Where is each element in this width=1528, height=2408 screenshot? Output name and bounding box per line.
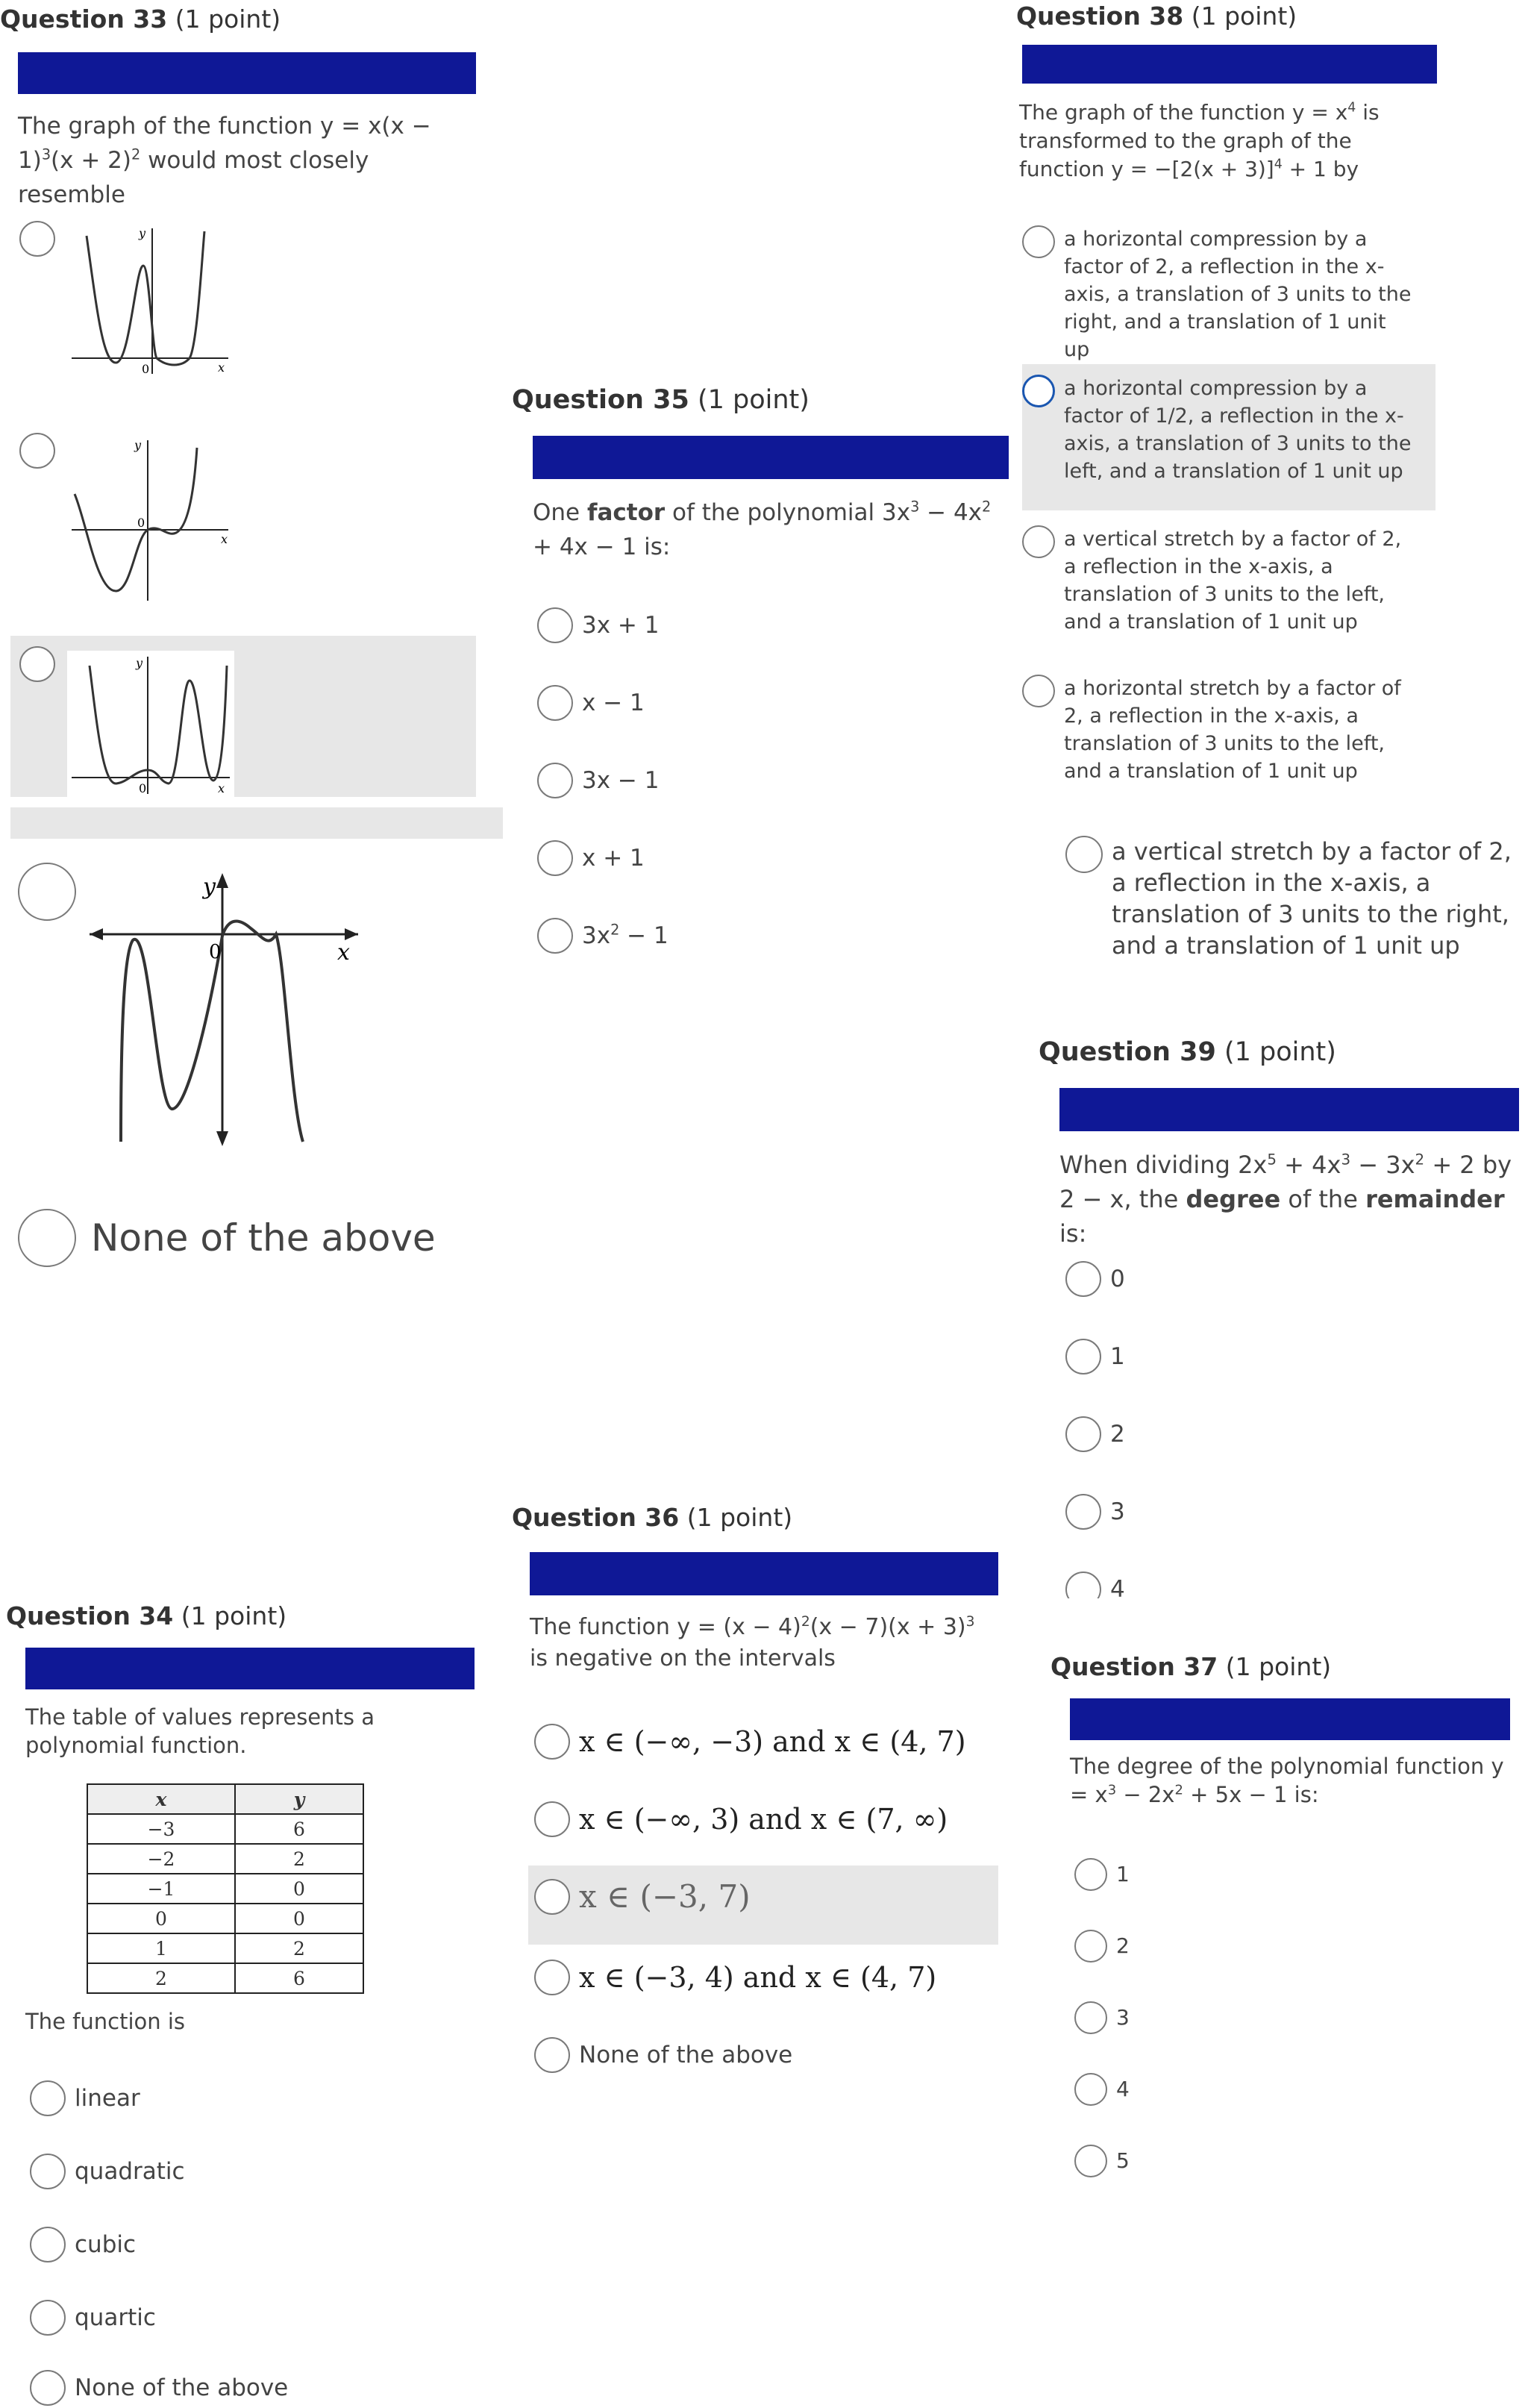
q35-option-2[interactable]: x − 1 [537,685,645,721]
q33-separator [10,807,503,839]
q36-option-3-radio[interactable] [534,1879,570,1915]
q38-option-5-radio[interactable] [1065,836,1103,873]
table-row: −1 0 [87,1874,363,1904]
q37-option-2[interactable]: 2 [1074,1930,1130,1963]
q33-answer-bar [18,52,476,94]
q36-stem: The function $y = (x - 4)^2(x - 7)(x + 3)^3$ is negative on the intervals [530,1614,975,1671]
q34-option-3-radio[interactable] [30,2227,66,2262]
q33-option-5-radio[interactable] [18,1209,76,1267]
q33-option-2[interactable] [19,433,55,469]
q35-option-3-radio[interactable] [537,763,573,798]
q36-option-2-radio[interactable] [534,1801,570,1837]
q33-option-1[interactable] [19,221,55,257]
q33-option-4-radio[interactable] [18,863,76,921]
q37-title: Question 37 (1 point) [1050,1652,1332,1681]
q34-col-y: y [235,1784,363,1814]
svg-text:x: x [218,781,225,795]
q38-option-5[interactable]: a vertical stretch by a factor of 2, a reflection in the x-axis, a translation of 3 units to the right, and a translation of 1 unit up [1065,836,1515,961]
q35-option-5[interactable]: $3x^2 - 1$ [537,918,668,954]
q39-title: Question 39 (1 point) [1039,1037,1336,1067]
svg-text:0: 0 [209,941,222,963]
q39-option-5-radio[interactable] [1065,1572,1101,1598]
q39-option-1-radio[interactable] [1065,1261,1101,1297]
svg-text:0: 0 [142,362,150,376]
svg-text:x: x [337,939,350,966]
q35-option-1[interactable]: 3x + 1 [537,607,659,643]
q38-option-3-radio[interactable] [1022,525,1055,558]
svg-text:0: 0 [137,516,145,530]
q39-option-3-radio[interactable] [1065,1416,1101,1452]
q35-option-4-radio[interactable] [537,840,573,876]
q37-option-5-radio[interactable] [1074,2145,1107,2177]
q39-stem: When dividing $2x^5 + 4x^3 - 3x^2 + 2$ by 2 − x, the degree of the remainder is: [1059,1151,1512,1248]
q36-option-4[interactable]: x ∈ (−3, 4) and x ∈ (4, 7) [534,1960,936,1995]
q35-option-1-radio[interactable] [537,607,573,643]
table-row: −3 6 [87,1814,363,1844]
q33-title: Question 33 (1 point) [0,4,281,34]
q36-option-1-radio[interactable] [534,1724,570,1760]
q39-option-4[interactable]: 3 [1065,1494,1125,1530]
q39-answer-bar [1059,1088,1519,1131]
q36-option-2[interactable]: x ∈ (−∞, 3) and x ∈ (7, ∞) [534,1801,948,1837]
svg-text:y: y [139,226,146,240]
q35-stem: One factor of the polynomial $3x^3 - 4x^2 + 4x - 1$ is: [533,498,992,560]
q39-option-2-radio[interactable] [1065,1339,1101,1375]
q34-option-4-radio[interactable] [30,2300,66,2336]
q38-option-2[interactable]: a horizontal compression by a factor of 1/2, a reflection in the x-axis, a translation of 3 units to the left, and a translation of 1 unit up [1022,375,1413,485]
q33-option-1-radio[interactable] [19,221,55,257]
q35-option-5-radio[interactable] [537,918,573,954]
q34-stem: The table of values represents a polynomial function. [25,1704,375,1758]
q37-option-1-radio[interactable] [1074,1858,1107,1891]
q34-table-wrap [87,1783,364,1994]
q35-answer-bar [533,436,1009,479]
q35-option-3[interactable]: 3x − 1 [537,763,659,798]
q37-option-3[interactable]: 3 [1074,2001,1130,2034]
q34-option-1-radio[interactable] [30,2080,66,2116]
svg-text:x: x [218,360,225,375]
q36-title: Question 36 (1 point) [512,1503,793,1532]
q36-option-1[interactable]: x ∈ (−∞, −3) and x ∈ (4, 7) [534,1724,966,1760]
q38-option-3[interactable]: a vertical stretch by a factor of 2, a reflection in the x-axis, a translation of 3 units to the left, and a translation of 1 unit up [1022,525,1413,636]
q35-option-4[interactable]: x + 1 [537,840,645,876]
q33-graph-2 [64,433,236,604]
q38-answer-bar [1022,45,1437,84]
svg-text:y: y [134,438,142,452]
table-row: 1 2 [87,1933,363,1963]
q34-option-quartic[interactable]: quartic [30,2300,156,2336]
q38-stem: The graph of the function $y = x^4$ is transformed to the graph of the function $y = -[2(x + 3)]^4 + 1$ by [1019,100,1380,181]
q34-col-x: x [87,1784,235,1814]
q38-option-1-radio[interactable] [1022,225,1055,258]
q37-stem: The degree of the polynomial function $y = x^3 - 2x^2 + 5x - 1$ is: [1070,1754,1504,1807]
q38-option-4-radio[interactable] [1022,675,1055,707]
svg-text:0: 0 [139,781,147,795]
q37-option-4-radio[interactable] [1074,2073,1107,2106]
q33-option-2-radio[interactable] [19,433,55,469]
svg-text:x: x [221,532,228,546]
q34-option-cubic[interactable]: cubic [30,2227,136,2262]
q39-option-4-radio[interactable] [1065,1494,1101,1530]
q33-stem: The graph of the function $y = x(x - 1)^3(x + 2)^2$ would most closely resemble [18,113,431,208]
q35-option-2-radio[interactable] [537,685,573,721]
q36-option-3[interactable]: x ∈ (−3, 7) [534,1879,751,1915]
q33-graph-3 [67,651,234,797]
q33-option-3-radio[interactable] [19,646,55,682]
q33-option-5-label: None of the above [91,1216,436,1260]
q33-option-3[interactable] [19,646,55,682]
q39-option-1[interactable]: 0 [1065,1261,1125,1297]
q34-answer-bar [25,1648,475,1689]
table-row: 0 0 [87,1904,363,1933]
q34-option-none[interactable]: None of the above [30,2370,288,2406]
q37-answer-bar [1070,1698,1510,1740]
q39-option-5[interactable]: 4 [1065,1572,1125,1598]
q34-option-linear[interactable]: linear [30,2080,140,2116]
q38-option-1[interactable]: a horizontal compression by a factor of 2, a reflection in the x-axis, a translation of 3 units to the right, and a translation of 1 unit up [1022,225,1413,363]
q37-option-2-radio[interactable] [1074,1930,1107,1963]
q37-option-4[interactable]: 4 [1074,2073,1130,2106]
q36-option-5-radio[interactable] [534,2037,570,2073]
q38-title: Question 38 (1 point) [1016,1,1297,31]
q34-prompt: The function is [25,2009,186,2034]
q37-option-3-radio[interactable] [1074,2001,1107,2034]
q36-option-4-radio[interactable] [534,1960,570,1995]
q33-option-5[interactable] [18,1209,436,1267]
q36-answer-bar [530,1552,998,1595]
q37-option-5[interactable]: 5 [1074,2145,1130,2177]
q34-option-2-radio[interactable] [30,2154,66,2189]
q38-option-2-radio[interactable] [1022,375,1055,407]
svg-text:y: y [203,874,216,900]
q34-option-5-radio[interactable] [30,2370,66,2406]
q33-graph-1 [64,221,236,378]
q35-title: Question 35 (1 point) [512,385,810,415]
q37-option-1[interactable]: 1 [1074,1858,1130,1891]
q39-option-5-clip [1065,1567,1215,1598]
svg-text:y: y [136,656,143,670]
q38-option-4[interactable]: a horizontal stretch by a factor of 2, a reflection in the x-axis, a translation of 3 units to the left, and a translation of 1 unit up [1022,675,1413,785]
q39-option-2[interactable]: 1 [1065,1339,1125,1375]
table-row: 2 6 [87,1963,363,1993]
q34-title: Question 34 (1 point) [6,1601,287,1630]
q34-values-table [87,1783,364,1994]
q33-graph-4 [90,866,373,1149]
q34-option-quadratic[interactable]: quadratic [30,2154,185,2189]
q39-option-3[interactable]: 2 [1065,1416,1125,1452]
q36-option-5[interactable]: None of the above [534,2037,792,2073]
table-row: −2 2 [87,1844,363,1874]
q33-option-4[interactable] [18,863,76,921]
